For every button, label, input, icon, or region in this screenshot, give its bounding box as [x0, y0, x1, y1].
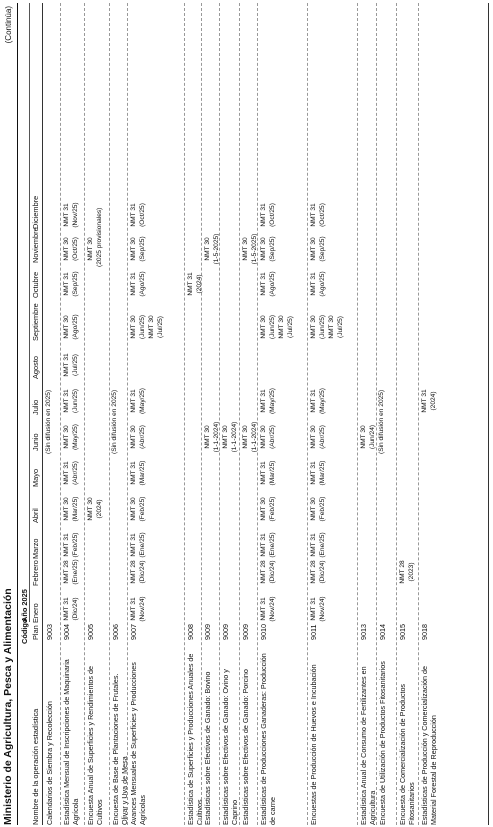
release-period: (Ago/25) — [269, 271, 276, 297]
release-code: NMT 30 — [310, 425, 317, 449]
operation-name: Estadísticas de Producciones Ganaderas: Producción de carne — [259, 653, 277, 825]
release-period: (Jul/25) — [287, 316, 294, 338]
release-code: NMT 31 — [310, 533, 317, 557]
release-period: (Abr/25) — [269, 425, 276, 449]
release-period: (Jun/25) — [139, 314, 146, 340]
row-separator — [239, 3, 240, 825]
release-period: (Feb/25) — [72, 532, 79, 558]
release-period: (2023) — [408, 562, 415, 582]
release-code: NMT 31 — [130, 203, 137, 227]
month-header: Febrero — [31, 560, 40, 586]
operation-name: Encuesta de Comercialización de Productos Fitosanitarios — [398, 683, 416, 825]
release-cell — [129, 231, 147, 267]
release-cell — [259, 266, 277, 302]
operation-name: Estadísticas de Producción y Comercialización de Material Forestal de Reproducción — [420, 666, 438, 825]
release-cell — [309, 197, 327, 233]
release-code: NMT 30 — [328, 315, 335, 339]
operation-code: 9015 — [398, 624, 407, 640]
release-cell — [129, 309, 165, 345]
operation-code: 9006 — [111, 624, 120, 640]
release-period: (1-1-2024) — [251, 421, 258, 453]
release-period: (Nov/24) — [269, 596, 276, 622]
release-period: (Dic/24) — [72, 597, 79, 621]
release-cell — [129, 455, 147, 491]
release-period: (Oct/25) — [319, 203, 326, 227]
release-period: (1-1-2024) — [231, 421, 238, 453]
year-rule — [29, 3, 30, 622]
release-code: NMT 31 — [260, 203, 267, 227]
operation-name: Encuesta de Base de Plantaciones de Frutales. Olivar y Uva de Mesa — [111, 673, 129, 825]
operation-name: Calendarios de Siembra y Recolección — [45, 701, 54, 825]
release-period: (1-5-2025) — [251, 233, 258, 265]
row-separator — [396, 3, 397, 825]
release-period: (Dic/24) — [319, 560, 326, 584]
month-header: Septiembre — [31, 303, 40, 341]
release-code: NMT 28 — [310, 560, 317, 584]
release-cell — [359, 419, 377, 455]
no-release-note: (Sin difusión en 2025) — [378, 389, 385, 454]
release-code: NMT 31 — [310, 203, 317, 227]
release-period: (Ago/25) — [319, 271, 326, 297]
release-cell — [259, 491, 277, 527]
release-code: NMT 31 — [63, 461, 70, 485]
release-period: (Mar/25) — [139, 460, 146, 486]
release-period: (Mar/25) — [319, 460, 326, 486]
release-cell — [309, 455, 327, 491]
row-separator — [307, 3, 308, 825]
operation-code: 9009 — [203, 624, 212, 640]
release-cell — [309, 419, 327, 455]
release-period: (Sep/25) — [139, 236, 146, 262]
release-code: NMT 31 — [421, 389, 428, 413]
release-period: (Dic/24) — [269, 560, 276, 584]
release-period: (Ene/25) — [139, 532, 146, 558]
release-period: (Feb/25) — [269, 496, 276, 522]
release-period: (2025 provisionales) — [96, 207, 103, 267]
month-header: Agosto — [31, 355, 40, 379]
operation-code: 9008 — [186, 624, 195, 640]
release-period: (Jun/25) — [72, 388, 79, 414]
release-code: NMT 30 — [360, 425, 367, 449]
release-code: NMT 31 — [130, 272, 137, 296]
release-period: (Sep/25) — [319, 236, 326, 262]
release-period: (Jul/25) — [157, 316, 164, 338]
release-code: NMT 30 — [278, 315, 285, 339]
row-separator — [257, 3, 258, 825]
release-cell — [259, 197, 277, 233]
release-code: NMT 28 — [399, 560, 406, 584]
release-code: NMT 31 — [130, 597, 137, 621]
release-cell — [62, 455, 80, 491]
release-cell — [62, 309, 80, 345]
release-code: NMT 31 — [63, 353, 70, 377]
release-period: (May/25) — [139, 388, 146, 415]
release-period: (May/25) — [319, 388, 326, 415]
operation-code: 9011 — [309, 624, 318, 640]
month-header: Diciembre — [31, 195, 40, 229]
release-cell — [62, 347, 80, 383]
release-period: (1-1-2024) — [213, 421, 220, 453]
header-year: Año 2025 — [20, 589, 29, 622]
release-cell — [309, 309, 345, 345]
release-cell — [129, 491, 147, 527]
bottom-rule — [488, 3, 489, 825]
operation-code: 9014 — [378, 624, 387, 640]
release-code: NMT 28 — [260, 560, 267, 584]
release-cell — [129, 266, 147, 302]
row-separator — [127, 3, 128, 825]
release-period: (Ene/25) — [269, 532, 276, 558]
release-code: NMT 31 — [187, 272, 194, 296]
release-cell — [259, 309, 295, 345]
row-separator — [109, 3, 110, 825]
release-cell — [259, 419, 277, 455]
release-cell — [62, 419, 80, 455]
operation-name: Avances Mensuales de Superficies y Producciones Agrícolas — [129, 662, 147, 825]
release-period: (Abr/25) — [319, 425, 326, 449]
release-cell — [129, 591, 147, 627]
release-code: NMT 30 — [87, 497, 94, 521]
release-period: (Dic/24) — [139, 560, 146, 584]
release-cell — [62, 527, 80, 563]
release-cell — [221, 419, 239, 455]
release-code: NMT 30 — [310, 315, 317, 339]
release-cell — [259, 455, 277, 491]
release-code: NMT 30 — [260, 497, 267, 521]
operation-name: Estadísticas sobre Efectivos de Ganado: Porcino — [241, 669, 250, 825]
operation-code: 9009 — [241, 624, 250, 640]
release-code: NMT 30 — [242, 237, 249, 261]
operation-code: 9003 — [45, 624, 54, 640]
release-code: NMT 31 — [130, 461, 137, 485]
release-code: NMT 31 — [63, 533, 70, 557]
operation-name: Estadísticas sobre Efectivos de Ganado: Bovino — [203, 671, 212, 825]
release-code: NMT 30 — [63, 425, 70, 449]
release-period: (Jul/25) — [72, 354, 79, 376]
release-period: (1-5-2025) — [213, 233, 220, 265]
no-release-note: (Sin difusión en 2025) — [111, 389, 118, 454]
header-rule — [42, 3, 43, 825]
release-code: NMT 30 — [63, 315, 70, 339]
release-period: (Ene/25) — [319, 532, 326, 558]
release-code: NMT 30 — [260, 315, 267, 339]
header-plan: Plan — [31, 625, 40, 640]
release-period: (Nov/25) — [72, 202, 79, 228]
release-cell — [129, 419, 147, 455]
release-period: (Ago/25) — [139, 271, 146, 297]
release-code: NMT 31 — [130, 389, 137, 413]
release-period: (Abr/25) — [72, 461, 79, 485]
release-code: NMT 31 — [310, 389, 317, 413]
row-separator — [60, 3, 61, 825]
release-period: (Ago/25) — [72, 314, 79, 340]
release-code: NMT 31 — [260, 597, 267, 621]
operation-name: Encuesta Anual de Superficies y Rendimientos de Cultivos — [86, 665, 104, 825]
operation-name: Estadística de Superficies y Producciones Anuales de Cultivos — [186, 653, 204, 825]
release-period: (Oct/25) — [139, 203, 146, 227]
release-code: NMT 30 — [204, 425, 211, 449]
operation-code: 9004 — [62, 624, 71, 640]
release-code: NMT 31 — [260, 272, 267, 296]
month-header: Mayo — [31, 468, 40, 487]
release-code: NMT 30 — [130, 315, 137, 339]
release-cell — [309, 491, 327, 527]
release-code: NMT 30 — [63, 237, 70, 261]
release-period: (Sep/25) — [269, 236, 276, 262]
release-period: (Oct/25) — [269, 203, 276, 227]
release-code: NMT 30 — [87, 237, 94, 261]
release-code: NMT 31 — [310, 597, 317, 621]
release-code: NMT 31 — [260, 533, 267, 557]
release-period: (Feb/25) — [139, 496, 146, 522]
header-name: Nombre de la operación estadística — [31, 708, 40, 825]
release-code: NMT 28 — [63, 560, 70, 584]
operation-code: 9007 — [129, 624, 138, 640]
release-cell — [420, 383, 438, 419]
release-period: (Nov/24) — [139, 596, 146, 622]
month-header: Julio — [31, 399, 40, 415]
release-code: NMT 30 — [63, 497, 70, 521]
release-code: NMT 30 — [242, 425, 249, 449]
release-cell — [259, 383, 277, 419]
release-period: (2024) — [196, 274, 203, 294]
operation-code: 9013 — [359, 624, 368, 640]
release-code: NMT 30 — [310, 237, 317, 261]
page-title: Ministerio de Agricultura, Pesca y Alimentación — [2, 588, 14, 825]
release-code: NMT 30 — [130, 425, 137, 449]
month-header: Junio — [31, 433, 40, 451]
release-code: NMT 30 — [148, 315, 155, 339]
release-cell — [62, 591, 80, 627]
operation-code: 9009 — [221, 624, 230, 640]
release-cell — [259, 527, 277, 563]
row-separator — [376, 3, 377, 825]
release-period: (Mar/25) — [72, 496, 79, 522]
release-period: (Abr/25) — [139, 425, 146, 449]
operation-code: 9010 — [259, 624, 268, 640]
release-period: (Jun/24) — [369, 424, 376, 450]
release-period: (2024) — [96, 499, 103, 519]
release-period: (Jun/25) — [319, 314, 326, 340]
month-header: Marzo — [31, 538, 40, 559]
release-code: NMT 31 — [63, 203, 70, 227]
row-separator — [418, 3, 419, 825]
release-period: (Jun/25) — [269, 314, 276, 340]
month-header: Octubre — [31, 271, 40, 298]
release-code: NMT 30 — [204, 237, 211, 261]
release-period: (Sep/25) — [72, 271, 79, 297]
release-cell — [129, 383, 147, 419]
release-period: (Mar/25) — [269, 460, 276, 486]
release-period: (Oct/25) — [72, 237, 79, 261]
continuation-label: (Continúa) — [4, 6, 13, 44]
row-separator — [184, 3, 185, 825]
release-period: (Nov/24) — [319, 596, 326, 622]
release-period: (2024) — [430, 391, 437, 411]
release-period: (Feb/25) — [319, 496, 326, 522]
release-cell — [259, 231, 277, 267]
release-cell — [398, 554, 416, 590]
release-period: (May/25) — [72, 424, 79, 451]
operation-name: Estadística Anual de Consumo de Fertilizantes en Agricultura — [359, 666, 377, 825]
release-cell — [62, 266, 80, 302]
no-release-note: (Sin difusión en 2025) — [45, 389, 52, 454]
release-period: (Jul/25) — [337, 316, 344, 338]
release-code: NMT 31 — [260, 461, 267, 485]
release-code: NMT 31 — [130, 533, 137, 557]
header-code: Código — [20, 618, 29, 644]
release-code: NMT 30 — [260, 237, 267, 261]
operation-code: 9018 — [420, 624, 429, 640]
operation-name: Estadística Mensual de Inscripciones de Maquinaria Agrícola — [62, 659, 80, 825]
release-code: NMT 30 — [130, 497, 137, 521]
release-code: NMT 30 — [310, 497, 317, 521]
release-cell — [86, 207, 104, 267]
release-cell — [259, 591, 277, 627]
top-rule — [17, 3, 18, 825]
release-code: NMT 30 — [222, 425, 229, 449]
release-cell — [309, 231, 327, 267]
release-cell — [309, 266, 327, 302]
release-code: NMT 31 — [260, 389, 267, 413]
release-code: NMT 31 — [310, 461, 317, 485]
release-cell — [309, 591, 327, 627]
operation-code: 9005 — [86, 624, 95, 640]
release-code: NMT 31 — [63, 389, 70, 413]
release-period: (Ene/25) — [72, 559, 79, 585]
release-cell — [86, 491, 104, 527]
release-period: (May/25) — [269, 388, 276, 415]
release-code: NMT 30 — [130, 237, 137, 261]
row-separator — [84, 3, 85, 825]
row-separator — [201, 3, 202, 825]
release-cell — [309, 527, 327, 563]
row-separator — [357, 3, 358, 825]
release-cell — [62, 491, 80, 527]
operation-name: Estadísticas sobre Efectivos de Ganado: Ovino y Caprino — [221, 669, 239, 825]
month-header: Noviembre — [31, 227, 40, 263]
release-cell — [129, 527, 147, 563]
release-code: NMT 31 — [63, 272, 70, 296]
release-code: NMT 28 — [130, 560, 137, 584]
row-separator — [219, 3, 220, 825]
release-code: NMT 31 — [63, 597, 70, 621]
release-cell — [309, 383, 327, 419]
release-code: NMT 31 — [310, 272, 317, 296]
release-cell — [62, 197, 80, 233]
operation-name: Encuestas de Producción de Huevos e Incubación — [309, 664, 318, 825]
month-header: Enero — [31, 603, 40, 623]
release-code: NMT 30 — [260, 425, 267, 449]
operation-name: Encuesta de Utilización de Productos Fitosanitarios — [378, 661, 387, 825]
release-cell — [62, 383, 80, 419]
release-cell — [129, 197, 147, 233]
month-header: Abril — [31, 508, 40, 523]
release-cell — [62, 231, 80, 267]
